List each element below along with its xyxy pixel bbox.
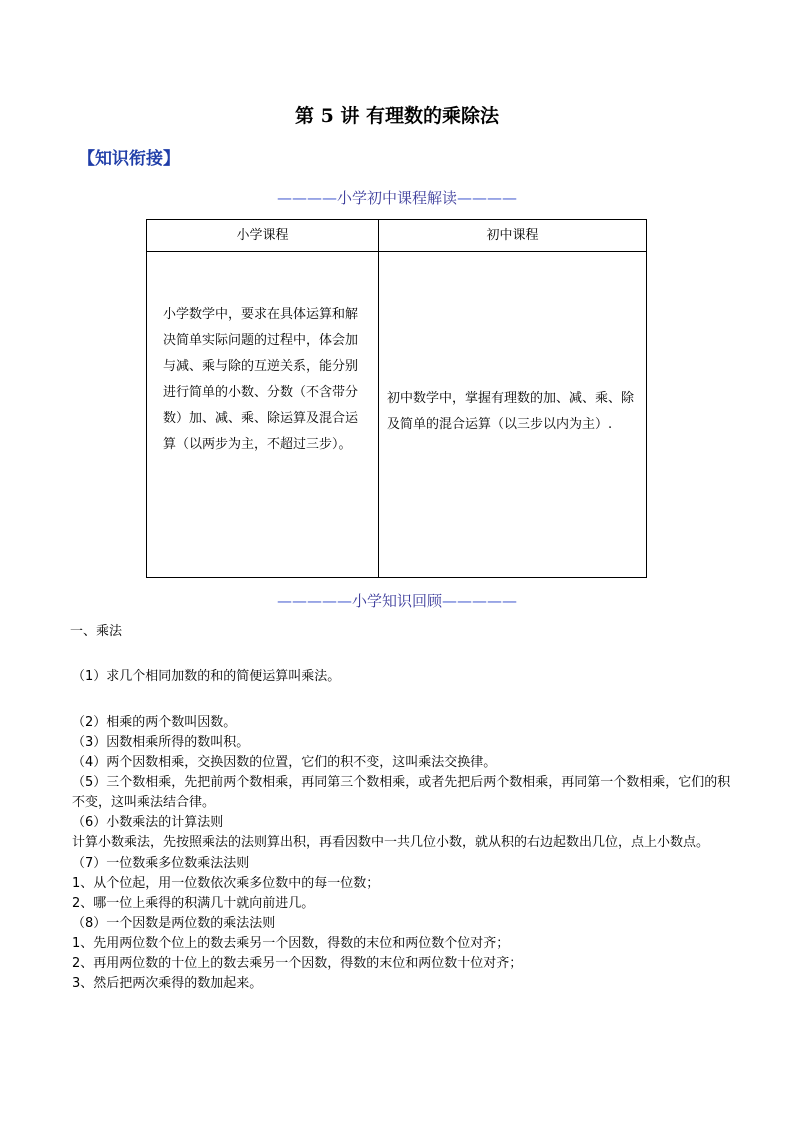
section-tag-knowledge-link: 【知识衔接】 [78,149,180,169]
list-item: 1、从个位起，用一位数依次乘多位数中的每一位数； [72,875,380,891]
heading-primary-review [0,590,794,612]
list-item: （3）因数相乘所得的数叫积。 [72,735,250,750]
heading-text: 小学初中课程解读 [336,189,457,207]
heading-dash-left: ————— [276,592,352,610]
list-item: 1、先用两位数个位上的数去乘另一个因数，得数的末位和两位数个位对齐； [72,935,510,951]
list-item: （2）相乘的两个数叫因数。 [72,715,237,730]
heading-dash-left: ———— [276,189,337,207]
list-item: 2、哪一位上乘得的积满几十就向前进几。 [72,895,315,911]
list-item: （6）小数乘法的计算法则 [72,815,224,831]
table-column-middle [379,220,646,577]
list-item: （5）三个数相乘，先把前两个数相乘，再同第三个数相乘，或者先把后两个数相乘，再同第一个数相乘，它们的积不变，这叫乘法结合律。 [72,775,731,811]
list-item: （1）求几个相同加数的和的简便运算叫乘法。 [72,669,341,684]
table-header-middle: 初中课程 [379,220,646,252]
course-comparison-table [146,219,647,578]
heading-course-interpretation [0,187,794,209]
table-cell-middle-content: 初中数学中，掌握有理数的加、减、乘、除及简单的混合运算（以三步以内为主）. [387,391,635,432]
rules-list [72,733,732,994]
list-item: 3、然后把两次乘得的数加起来。 [72,976,263,992]
heading-dash-right: ———— [457,189,517,207]
list-item: （8）一个因数是两位数的乘法法则 [72,915,276,931]
paragraph: 计算小数乘法，先按照乘法的法则算出积，再看因数中一共几位小数，就从积的右边起数出几位，点上小数点。 [72,835,710,851]
table-column-primary [147,220,379,577]
heading-dash-right: ————— [442,592,517,610]
list-item: （7）一位数乘多位数乘法法则 [72,855,250,871]
list-item: （4）两个因数相乘，交换因数的位置，它们的积不变，这叫乘法交换律。 [72,755,497,771]
list-item: 2、再用两位数的十位上的数去乘另一个因数，得数的末位和两位数十位对齐； [72,956,523,972]
page-title: 第 5 讲 有理数的乘除法 [294,105,500,127]
table-header-primary: 小学课程 [147,220,378,252]
table-cell-primary-content: 小学数学中，要求在具体运算和解决简单实际问题的过程中，体会加与减、乘与除的互逆关系，能分别进行简单的小数、分数（不含带分数）加、减、乘、除运算及混合运算（以两步为主，不超过三步）。 [163,307,359,452]
section-heading-multiplication: 一、乘法 [70,624,123,639]
heading-text: 小学知识回顾 [351,592,442,610]
